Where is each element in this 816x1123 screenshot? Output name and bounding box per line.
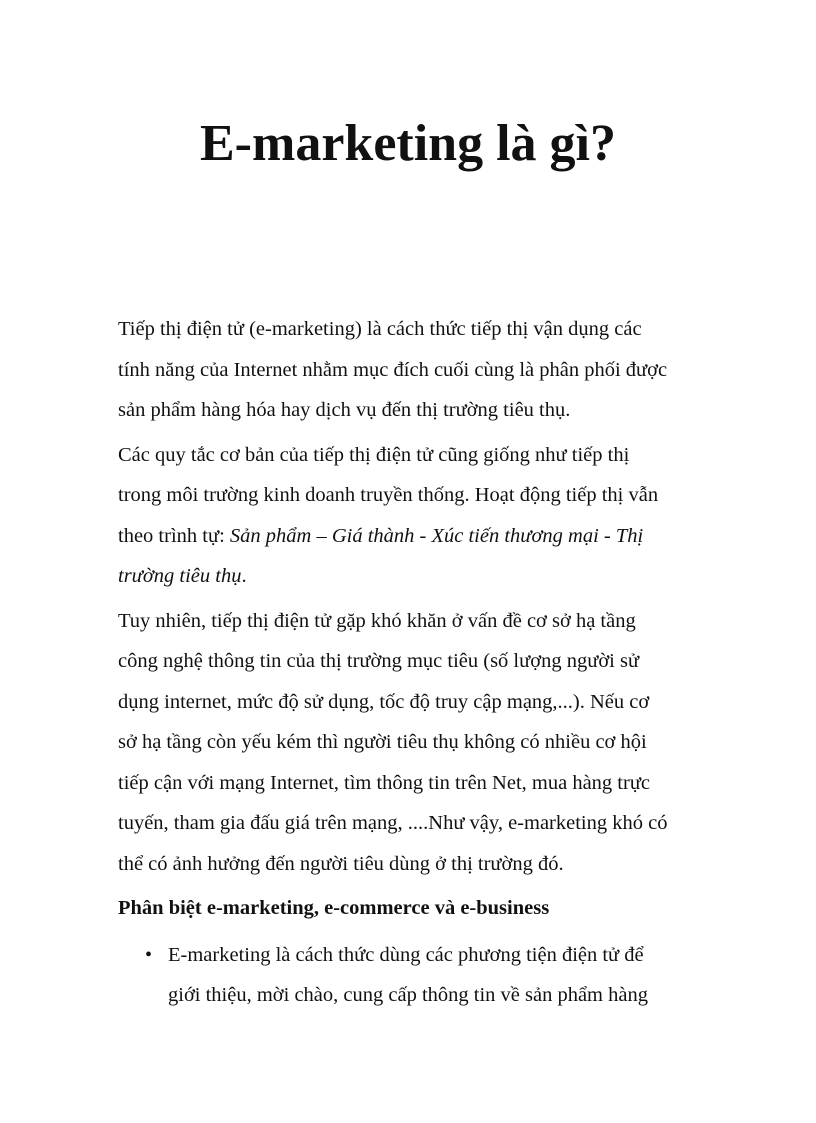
bullet-icon: • xyxy=(145,943,153,966)
sequence-suffix: . xyxy=(241,565,247,587)
paragraph-line: Các quy tắc cơ bản của tiếp thị điện tử cũng giống như tiếp thị xyxy=(118,443,630,466)
paragraph-line xyxy=(118,556,718,597)
sequence-italic: Sản phẩm – Giá thành - Xúc tiến thương mại - Thị xyxy=(229,524,644,547)
paragraph-line: sản phẩm hàng hóa hay dịch vụ đến thị trường tiêu thụ. xyxy=(118,399,571,421)
sequence-italic-end: trường tiêu thụ xyxy=(118,565,242,587)
paragraph-line: tiếp cận với mạng Internet, tìm thông tin trên Net, mua hàng trực xyxy=(118,771,651,794)
paragraph-line: dụng internet, mức độ sử dụng, tốc độ truy cập mạng,...). Nếu cơ xyxy=(118,690,650,713)
paragraph-line xyxy=(118,516,718,557)
paragraph-rules xyxy=(118,435,718,597)
document-body xyxy=(118,309,718,1016)
list-item xyxy=(118,935,718,1016)
paragraph-line: thể có ảnh hưởng đến người tiêu dùng ở thị trường đó. xyxy=(118,852,564,875)
section-heading: Phân biệt e-marketing, e-commerce và e-business xyxy=(118,897,550,919)
paragraph-line: tuyến, tham gia đấu giá trên mạng, ....Như vậy, e-marketing khó có xyxy=(118,812,668,834)
paragraph-line: trong môi trường kinh doanh truyền thống. Hoạt động tiếp thị vẫn xyxy=(118,484,659,506)
paragraph-line: Tiếp thị điện tử (e-marketing) là cách thức tiếp thị vận dụng các xyxy=(118,318,642,340)
bullet-list xyxy=(118,935,718,1016)
paragraph-challenges xyxy=(118,601,718,885)
document-title: E-marketing là gì? xyxy=(200,115,616,172)
paragraph-line: sở hạ tầng còn yếu kém thì người tiêu thụ không có nhiều cơ hội xyxy=(118,731,647,753)
list-item-line: E-marketing là cách thức dùng các phương tiện điện tử để xyxy=(168,943,644,966)
list-item-line: giới thiệu, mời chào, cung cấp thông tin về sản phẩm hàng xyxy=(168,984,648,1006)
paragraph-line: công nghệ thông tin của thị trường mục tiêu (số lượng người sử xyxy=(118,650,640,672)
paragraph-intro xyxy=(118,309,718,431)
sequence-prefix: theo trình tự: xyxy=(118,524,230,547)
paragraph-line: Tuy nhiên, tiếp thị điện tử gặp khó khăn ở vấn đề cơ sở hạ tầng xyxy=(118,609,636,632)
paragraph-line: tính năng của Internet nhằm mục đích cuối cùng là phân phối được xyxy=(118,358,668,381)
